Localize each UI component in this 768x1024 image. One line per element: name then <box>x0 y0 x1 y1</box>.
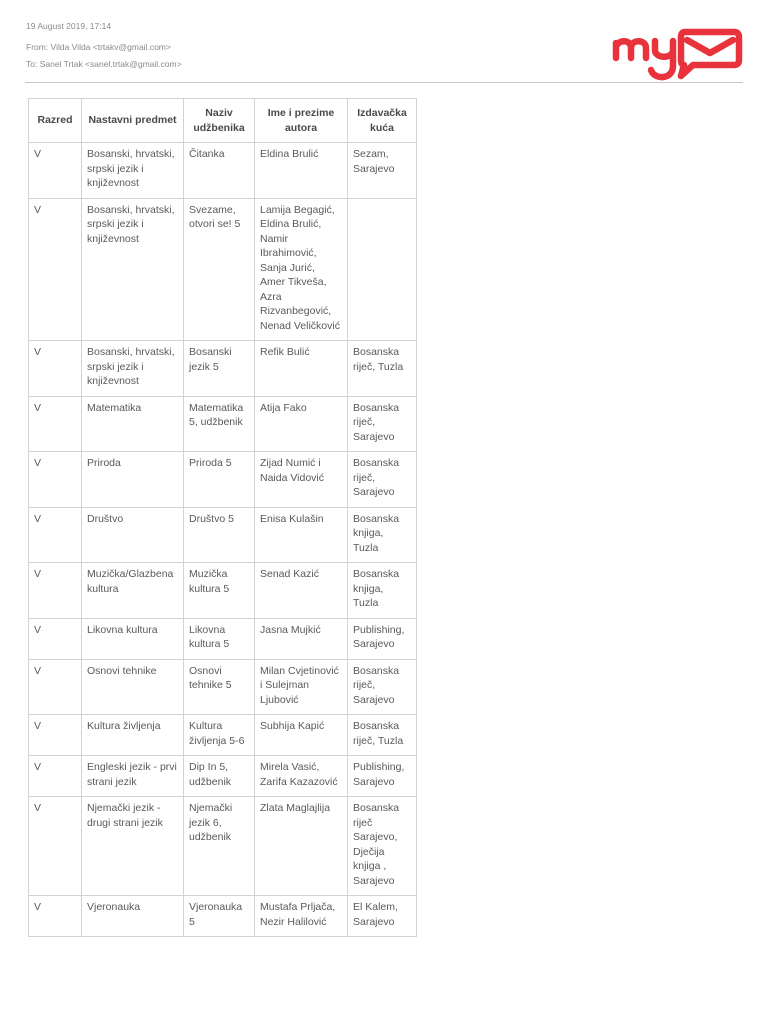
cell-izdavac: El Kalem, Sarajevo <box>348 896 417 937</box>
cell-udzbenik: Društvo 5 <box>184 507 255 563</box>
cell-izdavac: Publishing, Sarajevo <box>348 756 417 797</box>
header-autor: Ime i prezime autora <box>255 99 348 143</box>
cell-predmet: Priroda <box>82 452 184 508</box>
cell-razred: V <box>29 618 82 659</box>
cell-udzbenik: Kultura življenja 5-6 <box>184 715 255 756</box>
header-nastavni-predmet: Nastavni predmet <box>82 99 184 143</box>
cell-udzbenik: Matematika 5, udžbenik <box>184 396 255 452</box>
cell-predmet: Likovna kultura <box>82 618 184 659</box>
cell-izdavac: Bosanska riječ, Tuzla <box>348 715 417 756</box>
table-row <box>29 618 417 659</box>
cell-udzbenik: Osnovi tehnike 5 <box>184 659 255 715</box>
cell-udzbenik: Priroda 5 <box>184 452 255 508</box>
table-row <box>29 396 417 452</box>
cell-predmet: Njemački jezik - drugi strani jezik <box>82 797 184 896</box>
cell-izdavac: Bosanska riječ, Sarajevo <box>348 452 417 508</box>
cell-autor: Subhija Kapić <box>255 715 348 756</box>
cell-udzbenik: Likovna kultura 5 <box>184 618 255 659</box>
cell-izdavac: Bosanska knjiga, Tuzla <box>348 507 417 563</box>
cell-autor: Lamija Begagić, Eldina Brulić, Namir Ibrahimović, Sanja Jurić, Amer Tikveša, Azra Rizvanbegović, Nenad Veličković <box>255 198 348 341</box>
cell-autor: Senad Kazić <box>255 563 348 619</box>
table-row <box>29 143 417 199</box>
cell-predmet: Muzička/Glazbena kultura <box>82 563 184 619</box>
cell-udzbenik: Svezame, otvori se! 5 <box>184 198 255 341</box>
cell-izdavac: Bosanska knjiga, Tuzla <box>348 563 417 619</box>
cell-razred: V <box>29 341 82 397</box>
cell-izdavac: Publishing, Sarajevo <box>348 618 417 659</box>
cell-udzbenik: Njemački jezik 6, udžbenik <box>184 797 255 896</box>
table-body <box>29 143 417 937</box>
cell-udzbenik: Vjeronauka 5 <box>184 896 255 937</box>
header-izdavacka-kuca: Izdavačka kuća <box>348 99 417 143</box>
cell-predmet: Bosanski, hrvatski, srpski jezik i književnost <box>82 341 184 397</box>
cell-predmet: Bosanski, hrvatski, srpski jezik i književnost <box>82 143 184 199</box>
email-date: 19 August 2019, 17:14 <box>26 21 112 31</box>
cell-predmet: Društvo <box>82 507 184 563</box>
cell-udzbenik: Bosanski jezik 5 <box>184 341 255 397</box>
cell-razred: V <box>29 896 82 937</box>
cell-izdavac: Sezam, Sarajevo <box>348 143 417 199</box>
cell-autor: Zijad Numić i Naida Vidović <box>255 452 348 508</box>
table-header-row <box>29 99 417 143</box>
table-row <box>29 452 417 508</box>
header-razred: Razred <box>29 99 82 143</box>
cell-predmet: Engleski jezik - prvi strani jezik <box>82 756 184 797</box>
cell-izdavac: Bosanska riječ Sarajevo, Dječija knjiga , Sarajevo <box>348 797 417 896</box>
cell-autor: Mirela Vasić, Zarifa Kazazović <box>255 756 348 797</box>
table-row <box>29 797 417 896</box>
email-to: To: Sanel Trtak <sanel.trtak@gmail.com> <box>26 59 182 69</box>
cell-razred: V <box>29 143 82 199</box>
cell-predmet: Matematika <box>82 396 184 452</box>
cell-udzbenik: Muzička kultura 5 <box>184 563 255 619</box>
cell-razred: V <box>29 715 82 756</box>
cell-autor: Refik Bulić <box>255 341 348 397</box>
cell-razred: V <box>29 797 82 896</box>
table-row <box>29 715 417 756</box>
textbook-table <box>28 98 417 937</box>
cell-izdavac: Bosanska riječ, Sarajevo <box>348 396 417 452</box>
cell-udzbenik: Dip In 5, udžbenik <box>184 756 255 797</box>
cell-udzbenik: Čitanka <box>184 143 255 199</box>
cell-autor: Eldina Brulić <box>255 143 348 199</box>
table-row <box>29 756 417 797</box>
cell-razred: V <box>29 452 82 508</box>
email-from: From: Vilda Vilda <trtakv@gmail.com> <box>26 42 171 52</box>
cell-razred: V <box>29 396 82 452</box>
cell-predmet: Vjeronauka <box>82 896 184 937</box>
cell-autor: Mustafa Prljača, Nezir Halilović <box>255 896 348 937</box>
cell-autor: Enisa Kulašin <box>255 507 348 563</box>
cell-predmet: Bosanski, hrvatski, srpski jezik i književnost <box>82 198 184 341</box>
cell-autor: Zlata Maglajlija <box>255 797 348 896</box>
cell-razred: V <box>29 198 82 341</box>
my-mail-logo-icon <box>611 22 745 90</box>
cell-razred: V <box>29 756 82 797</box>
cell-izdavac: Bosanska riječ, Sarajevo <box>348 659 417 715</box>
cell-razred: V <box>29 659 82 715</box>
table-row <box>29 341 417 397</box>
cell-razred: V <box>29 563 82 619</box>
cell-izdavac: Bosanska riječ, Tuzla <box>348 341 417 397</box>
header-divider <box>25 82 743 83</box>
table-row <box>29 507 417 563</box>
cell-predmet: Osnovi tehnike <box>82 659 184 715</box>
table-row <box>29 198 417 341</box>
cell-izdavac <box>348 198 417 341</box>
cell-predmet: Kultura življenja <box>82 715 184 756</box>
table-row <box>29 896 417 937</box>
table-row <box>29 563 417 619</box>
header-naziv-udzbenika: Naziv udžbenika <box>184 99 255 143</box>
cell-autor: Jasna Mujkić <box>255 618 348 659</box>
cell-autor: Atija Fako <box>255 396 348 452</box>
table-row <box>29 659 417 715</box>
email-header <box>26 20 526 70</box>
cell-autor: Milan Cvjetinović i Sulejman Ljubović <box>255 659 348 715</box>
cell-razred: V <box>29 507 82 563</box>
